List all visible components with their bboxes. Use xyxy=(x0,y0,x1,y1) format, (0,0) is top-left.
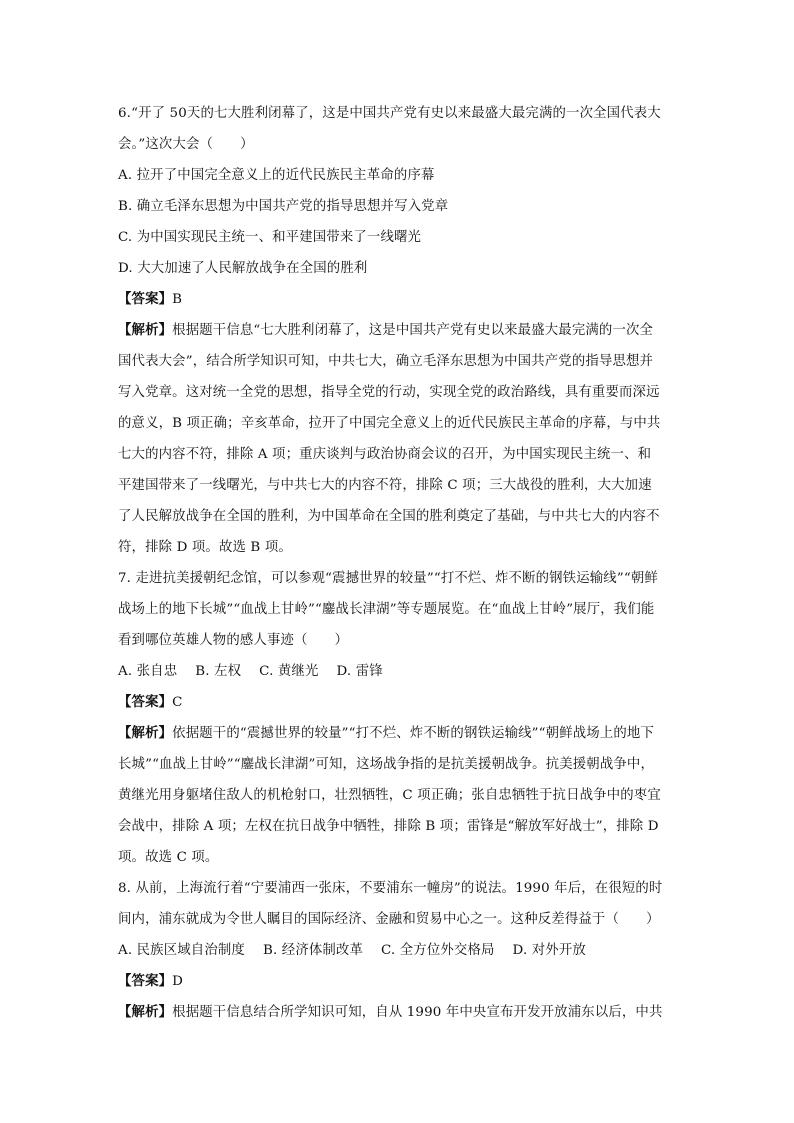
analysis-text: 符，排除 D 项。故选 B 项。 xyxy=(118,540,292,555)
option-b: B. 左权 xyxy=(195,664,242,679)
question-6 xyxy=(118,98,678,563)
analysis-label: 【解析】 xyxy=(118,323,173,338)
question-7 xyxy=(118,563,678,873)
option-a: A. 拉开了中国完全意义上的近代民族民主革命的序幕 xyxy=(118,168,435,183)
analysis-text: 长城”“血战上甘岭”“鏖战长津湖”可知，这场战争指的是抗美援朝战争。抗美援朝战争中， xyxy=(118,757,654,772)
analysis-text: 根据题干信息结合所学知识可知，自从 1990 年中央宣布开发开放浦东以后，中共 xyxy=(172,1005,663,1020)
option-a: A. 张自忠 xyxy=(118,664,178,679)
answer-line xyxy=(118,687,678,718)
answer-label: 【答案】 xyxy=(118,292,173,307)
question-8 xyxy=(118,873,678,1028)
option-c: C. 为中国实现民主统一、和平建国带来了一线曙光 xyxy=(118,230,422,245)
analysis-text: 的意义，B 项正确；辛亥革命，拉开了中国完全意义上的近代民族民主革命的序幕，与中共 xyxy=(118,416,661,431)
question-stem-line: 战场上的地下长城”“血战上甘岭”“鏖战长津湖”等专题展览。在“血战上甘岭”展厅，我们能 xyxy=(118,602,655,617)
document-page xyxy=(118,98,678,1028)
question-stem-line: 6.“开了 50天的七大胜利闭幕了，这是中国共产党有史以来最盛大最完满的一次全国代表大 xyxy=(118,106,661,121)
answer-line xyxy=(118,966,678,997)
analysis-text: 平建国带来了一线曙光，与中共七大的内容不符，排除 C 项；三大战役的胜利，大大加速 xyxy=(118,478,652,493)
options-row xyxy=(118,656,678,687)
analysis-text: 写入党章。这对统一全党的思想，指导全党的行动，实现全党的政治路线，具有重要而深远 xyxy=(118,385,660,400)
question-stem-line: 看到哪位英雄人物的感人事迹（ ） xyxy=(118,633,349,648)
analysis-text: 国代表大会”，结合所学知识可知，中共七大，确立毛泽东思想为中国共产党的指导思想并 xyxy=(118,354,654,369)
answer-line xyxy=(118,284,678,315)
option-b: B. 经济体制改革 xyxy=(262,943,364,958)
question-stem-line: 8. 从前，上海流行着“宁要浦西一张床，不要浦东一幢房”的说法。1990 年后，在很短的时 xyxy=(118,881,663,896)
option-d: D. 雷锋 xyxy=(336,664,383,679)
analysis-text: 黄继光用身躯堵住敌人的机枪射口，壮烈牺牲，C 项正确；张自忠牺牲于抗日战争中的枣宜 xyxy=(118,788,661,803)
question-stem-line: 7. 走进抗美援朝纪念馆，可以参观“震撼世界的较量”“打不烂、炸不断的钢铁运输线”“朝鲜 xyxy=(118,571,658,586)
analysis-label: 【解析】 xyxy=(118,726,173,741)
answer-label: 【答案】 xyxy=(118,695,173,710)
options-row xyxy=(118,935,678,966)
analysis-text: 根据题干信息“七大胜利闭幕了，这是中国共产党有史以来最盛大最完满的一次全 xyxy=(172,323,654,338)
option-d: D. 大大加速了人民解放战争在全国的胜利 xyxy=(118,261,368,276)
analysis-text: 会战中，排除 A 项；左权在抗日战争中牺牲，排除 B 项；雷锋是“解放军好战士”，排除 D xyxy=(118,819,659,834)
option-d: D. 对外开放 xyxy=(512,943,586,958)
analysis-text: 依据题干的“震撼世界的较量”“打不烂、炸不断的钢铁运输线”“朝鲜战场上的地下 xyxy=(172,726,654,741)
analysis-line xyxy=(118,315,678,346)
question-stem-line: 间内，浦东就成为令世人瞩目的国际经济、金融和贸易中心之一。这种反差得益于（ ） xyxy=(118,912,660,927)
option-b: B. 确立毛泽东思想为中国共产党的指导思想并写入党章 xyxy=(118,199,449,214)
answer-label: 【答案】 xyxy=(118,974,173,989)
option-c: C. 黄继光 xyxy=(259,664,319,679)
answer-value: C xyxy=(172,695,183,710)
analysis-line xyxy=(118,997,678,1028)
analysis-label: 【解析】 xyxy=(118,1005,173,1020)
answer-value: B xyxy=(172,292,183,307)
analysis-line xyxy=(118,718,678,749)
option-c: C. 全方位外交格局 xyxy=(381,943,495,958)
answer-value: D xyxy=(172,974,184,989)
question-stem-line: 会。”这次大会（ ） xyxy=(118,137,254,152)
analysis-text: 七大的内容不符，排除 A 项；重庆谈判与政治协商会议的召开，为中国实现民主统一、和 xyxy=(118,447,652,462)
analysis-text: 项。故选 C 项。 xyxy=(118,850,219,865)
option-a: A. 民族区域自治制度 xyxy=(118,943,245,958)
analysis-text: 了人民解放战争在全国的胜利，为中国革命在全国的胜利奠定了基础，与中共七大的内容不 xyxy=(118,509,660,524)
